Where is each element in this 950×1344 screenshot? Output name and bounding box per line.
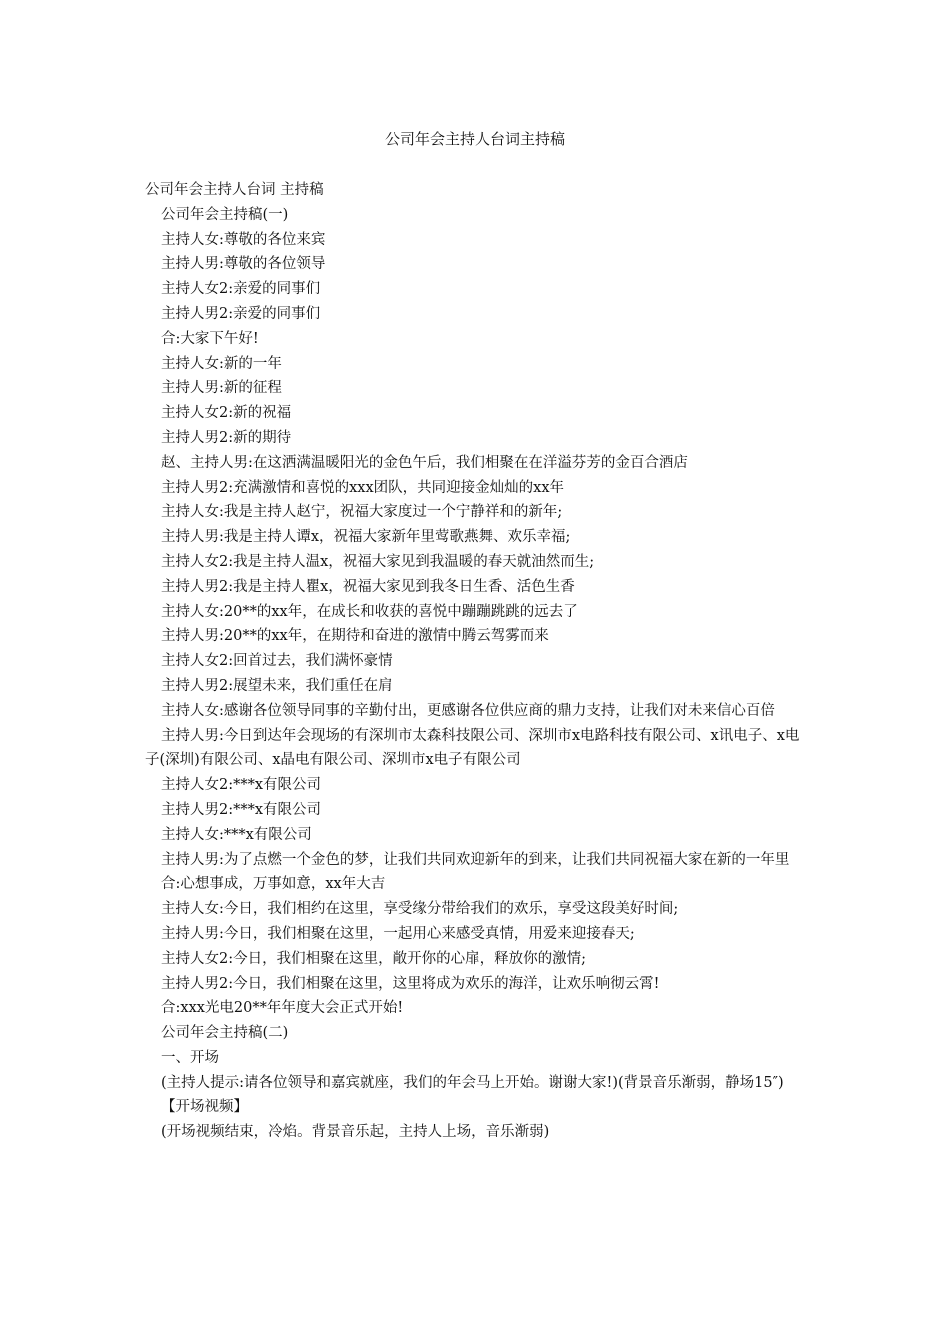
paragraph: 主持人女:今日，我们相约在这里，享受缘分带给我们的欢乐，享受这段美好时间; [161, 901, 679, 918]
paragraph: 主持人女:新的一年 [161, 355, 282, 372]
paragraph: 主持人女2:我是主持人温x，祝福大家见到我温暖的春天就油然而生; [161, 553, 595, 570]
paragraph: (主持人提示:请各位领导和嘉宾就座，我们的年会马上开始。谢谢大家!)(背景音乐渐弱，静场15″) [161, 1074, 784, 1091]
paragraph: 合:心想事成，万事如意，xx年大吉 [161, 876, 386, 893]
paragraph: 主持人男2:充满激情和喜悦的xxx团队，共同迎接金灿灿的xx年 [161, 479, 564, 496]
paragraph: 主持人女2:回首过去，我们满怀豪情 [161, 653, 393, 670]
paragraph: 合:xxx光电20**年年度大会正式开始! [161, 1000, 404, 1017]
paragraph: 主持人男:尊敬的各位领导 [161, 256, 326, 273]
paragraph: 主持人女:尊敬的各位来宾 [161, 231, 326, 248]
paragraph: 主持人男2:今日，我们相聚在这里，这里将成为欢乐的海洋，让欢乐响彻云霄! [161, 975, 660, 992]
paragraph: 主持人男2:***x有限公司 [161, 801, 322, 818]
paragraph: 主持人男2:展望未来，我们重任在肩 [161, 677, 393, 694]
paragraph: 主持人男2:新的期待 [161, 429, 292, 446]
paragraph: 主持人女2:***x有限公司 [161, 777, 322, 794]
section-heading: 【开场视频】 [161, 1099, 248, 1116]
paragraph: 主持人男2:亲爱的同事们 [161, 305, 321, 322]
document-title: 公司年会主持人台词主持稿 [384, 130, 565, 148]
paragraph: 公司年会主持稿(一) [161, 206, 289, 223]
paragraph: 主持人男:今日，我们相聚在这里，一起用心来感受真情，用爱来迎接春天; [161, 925, 635, 942]
paragraph: 主持人女2:亲爱的同事们 [161, 281, 321, 298]
paragraph: 主持人男:我是主持人谭x，祝福大家新年里莺歌燕舞、欢乐幸福; [161, 529, 571, 546]
paragraph: 主持人男:20**的xx年，在期待和奋进的激情中腾云驾雾而来 [161, 628, 549, 645]
paragraph: 主持人男2:我是主持人瞿x，祝福大家见到我冬日生香、活色生香 [161, 578, 575, 595]
paragraph: 主持人女:感谢各位领导同事的辛勤付出，更感谢各位供应商的鼎力支持，让我们对未来信心百倍 [161, 702, 775, 719]
paragraph: 主持人女2:新的祝福 [161, 405, 292, 422]
paragraph: 主持人女:20**的xx年，在成长和收获的喜悦中蹦蹦跳跳的远去了 [161, 603, 578, 620]
paragraph: 合:大家下午好! [161, 330, 259, 347]
section-heading: 一、开场 [161, 1049, 219, 1066]
paragraph: 主持人女:我是主持人赵宁，祝福大家度过一个宁静祥和的新年; [161, 504, 563, 521]
paragraph: 主持人男:为了点燃一个金色的梦，让我们共同欢迎新年的到来，让我们共同祝福大家在新的一年里 [161, 851, 790, 868]
paragraph: (开场视频结束，冷焰。背景音乐起，主持人上场，音乐渐弱) [161, 1124, 550, 1141]
section-heading: 公司年会主持稿(二) [161, 1025, 289, 1042]
paragraph: 主持人男:今日到达年会现场的有深圳市太森科技限公司、深圳市x电路科技有限公司、x讯电子、x电子(深圳)有限公司、x晶电有限公司、深圳市x电子有限公司 [145, 727, 800, 769]
paragraph: 赵、主持人男:在这洒满温暖阳光的金色午后，我们相聚在在洋溢芬芳的金百合酒店 [161, 454, 688, 471]
paragraph: 主持人女:***x有限公司 [161, 826, 312, 843]
paragraph: 主持人男:新的征程 [161, 380, 282, 397]
document-subtitle: 公司年会主持人台词 主持稿 [145, 182, 324, 198]
paragraph: 主持人女2:今日，我们相聚在这里，敞开你的心扉，释放你的激情; [161, 950, 586, 967]
document-body [145, 178, 810, 1145]
